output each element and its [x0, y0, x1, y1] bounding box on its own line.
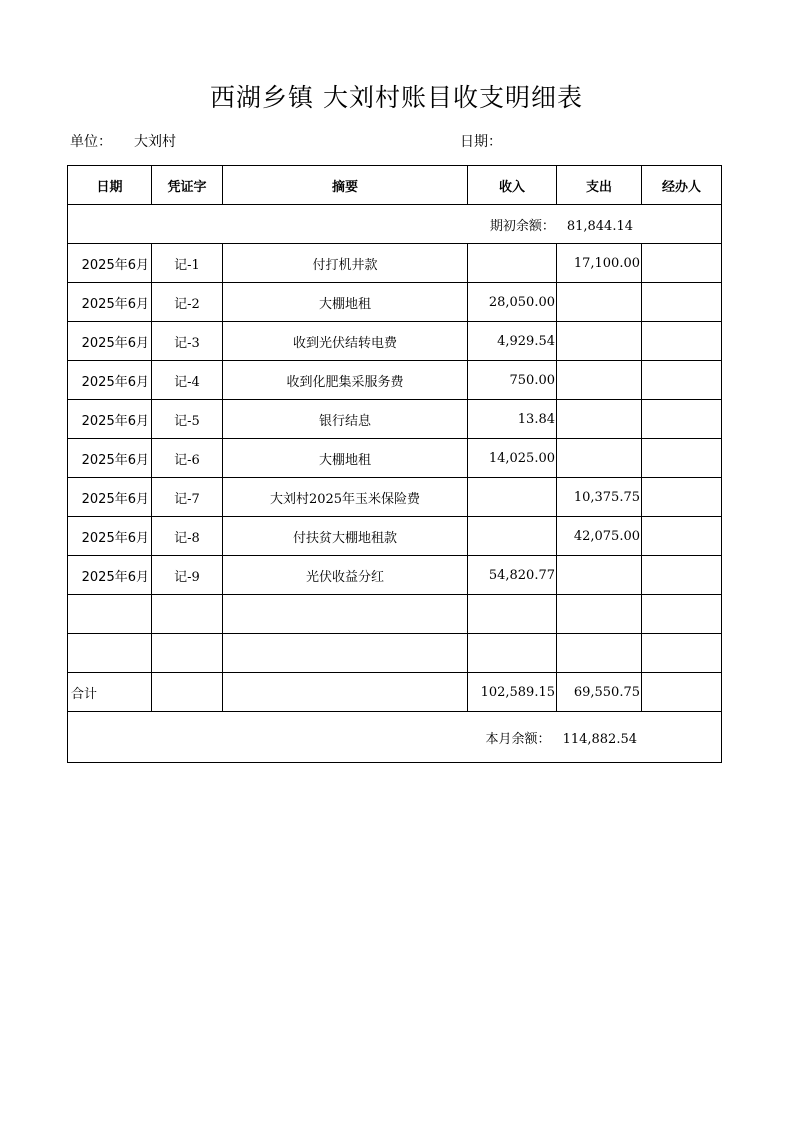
row-expense	[557, 556, 642, 595]
row-voucher: 记-5	[152, 400, 223, 439]
empty-row	[68, 634, 722, 673]
row-summary: 大刘村2025年玉米保险费	[223, 478, 468, 517]
row-date: 2025年6月	[68, 244, 152, 283]
row-date: 2025年6月	[68, 400, 152, 439]
header-voucher: 凭证字	[152, 166, 223, 205]
ending-balance-label: 本月余额：	[485, 731, 551, 747]
table-row	[68, 322, 722, 361]
row-expense	[557, 322, 642, 361]
row-income: 750.00	[468, 361, 557, 400]
row-handler	[642, 283, 722, 322]
unit-label: 单位：	[70, 134, 112, 150]
unit-field	[70, 131, 176, 151]
row-income: 54,820.77	[468, 556, 557, 595]
row-expense: 42,075.00	[557, 517, 642, 556]
header-summary: 摘要	[223, 166, 468, 205]
header-handler: 经办人	[642, 166, 722, 205]
row-expense: 10,375.75	[557, 478, 642, 517]
row-voucher: 记-7	[152, 478, 223, 517]
header-date: 日期	[68, 166, 152, 205]
row-date: 2025年6月	[68, 478, 152, 517]
row-summary: 付打机井款	[223, 244, 468, 283]
ledger-table	[67, 165, 722, 763]
ending-balance-row	[68, 712, 722, 763]
date-field	[460, 131, 502, 151]
row-voucher: 记-3	[152, 322, 223, 361]
row-expense	[557, 439, 642, 478]
header-income: 收入	[468, 166, 557, 205]
table-row	[68, 283, 722, 322]
empty-row	[68, 595, 722, 634]
row-income: 4,929.54	[468, 322, 557, 361]
totals-row	[68, 673, 722, 712]
page-title: 西湖乡镇 大刘村账目收支明细表	[210, 83, 583, 112]
opening-balance-row	[68, 205, 722, 244]
row-date: 2025年6月	[68, 283, 152, 322]
row-income: 28,050.00	[468, 283, 557, 322]
row-expense: 17,100.00	[557, 244, 642, 283]
table-row	[68, 244, 722, 283]
totals-income: 102,589.15	[468, 673, 557, 712]
row-income: 14,025.00	[468, 439, 557, 478]
table-row	[68, 361, 722, 400]
row-summary: 大棚地租	[223, 439, 468, 478]
totals-expense: 69,550.75	[557, 673, 642, 712]
table-row	[68, 400, 722, 439]
row-date: 2025年6月	[68, 556, 152, 595]
row-handler	[642, 400, 722, 439]
row-expense	[557, 361, 642, 400]
totals-label: 合计	[68, 673, 152, 712]
row-date: 2025年6月	[68, 517, 152, 556]
row-summary: 收到化肥集采服务费	[223, 361, 468, 400]
row-handler	[642, 556, 722, 595]
opening-balance-cell	[68, 205, 722, 244]
row-summary: 光伏收益分红	[223, 556, 468, 595]
row-income	[468, 478, 557, 517]
table-row	[68, 517, 722, 556]
row-voucher: 记-8	[152, 517, 223, 556]
row-date: 2025年6月	[68, 361, 152, 400]
row-handler	[642, 361, 722, 400]
row-handler	[642, 478, 722, 517]
row-expense	[557, 400, 642, 439]
row-expense	[557, 283, 642, 322]
row-voucher: 记-2	[152, 283, 223, 322]
ending-balance-cell	[68, 712, 722, 763]
row-handler	[642, 517, 722, 556]
row-date: 2025年6月	[68, 322, 152, 361]
table-row	[68, 556, 722, 595]
row-voucher: 记-9	[152, 556, 223, 595]
header-row	[68, 166, 722, 205]
row-summary: 收到光伏结转电费	[223, 322, 468, 361]
table-row	[68, 439, 722, 478]
row-voucher: 记-1	[152, 244, 223, 283]
row-handler	[642, 439, 722, 478]
row-income	[468, 244, 557, 283]
row-voucher: 记-6	[152, 439, 223, 478]
unit-value: 大刘村	[134, 134, 176, 150]
row-income: 13.84	[468, 400, 557, 439]
row-date: 2025年6月	[68, 439, 152, 478]
row-summary: 大棚地租	[223, 283, 468, 322]
opening-balance-value: 81,844.14	[566, 218, 633, 234]
table-row	[68, 478, 722, 517]
row-income	[468, 517, 557, 556]
row-voucher: 记-4	[152, 361, 223, 400]
date-label: 日期：	[460, 134, 502, 150]
ending-balance-value: 114,882.54	[562, 731, 637, 747]
row-handler	[642, 322, 722, 361]
header-expense: 支出	[557, 166, 642, 205]
row-summary: 银行结息	[223, 400, 468, 439]
row-handler	[642, 244, 722, 283]
row-summary: 付扶贫大棚地租款	[223, 517, 468, 556]
opening-balance-label: 期初余额：	[489, 218, 555, 234]
